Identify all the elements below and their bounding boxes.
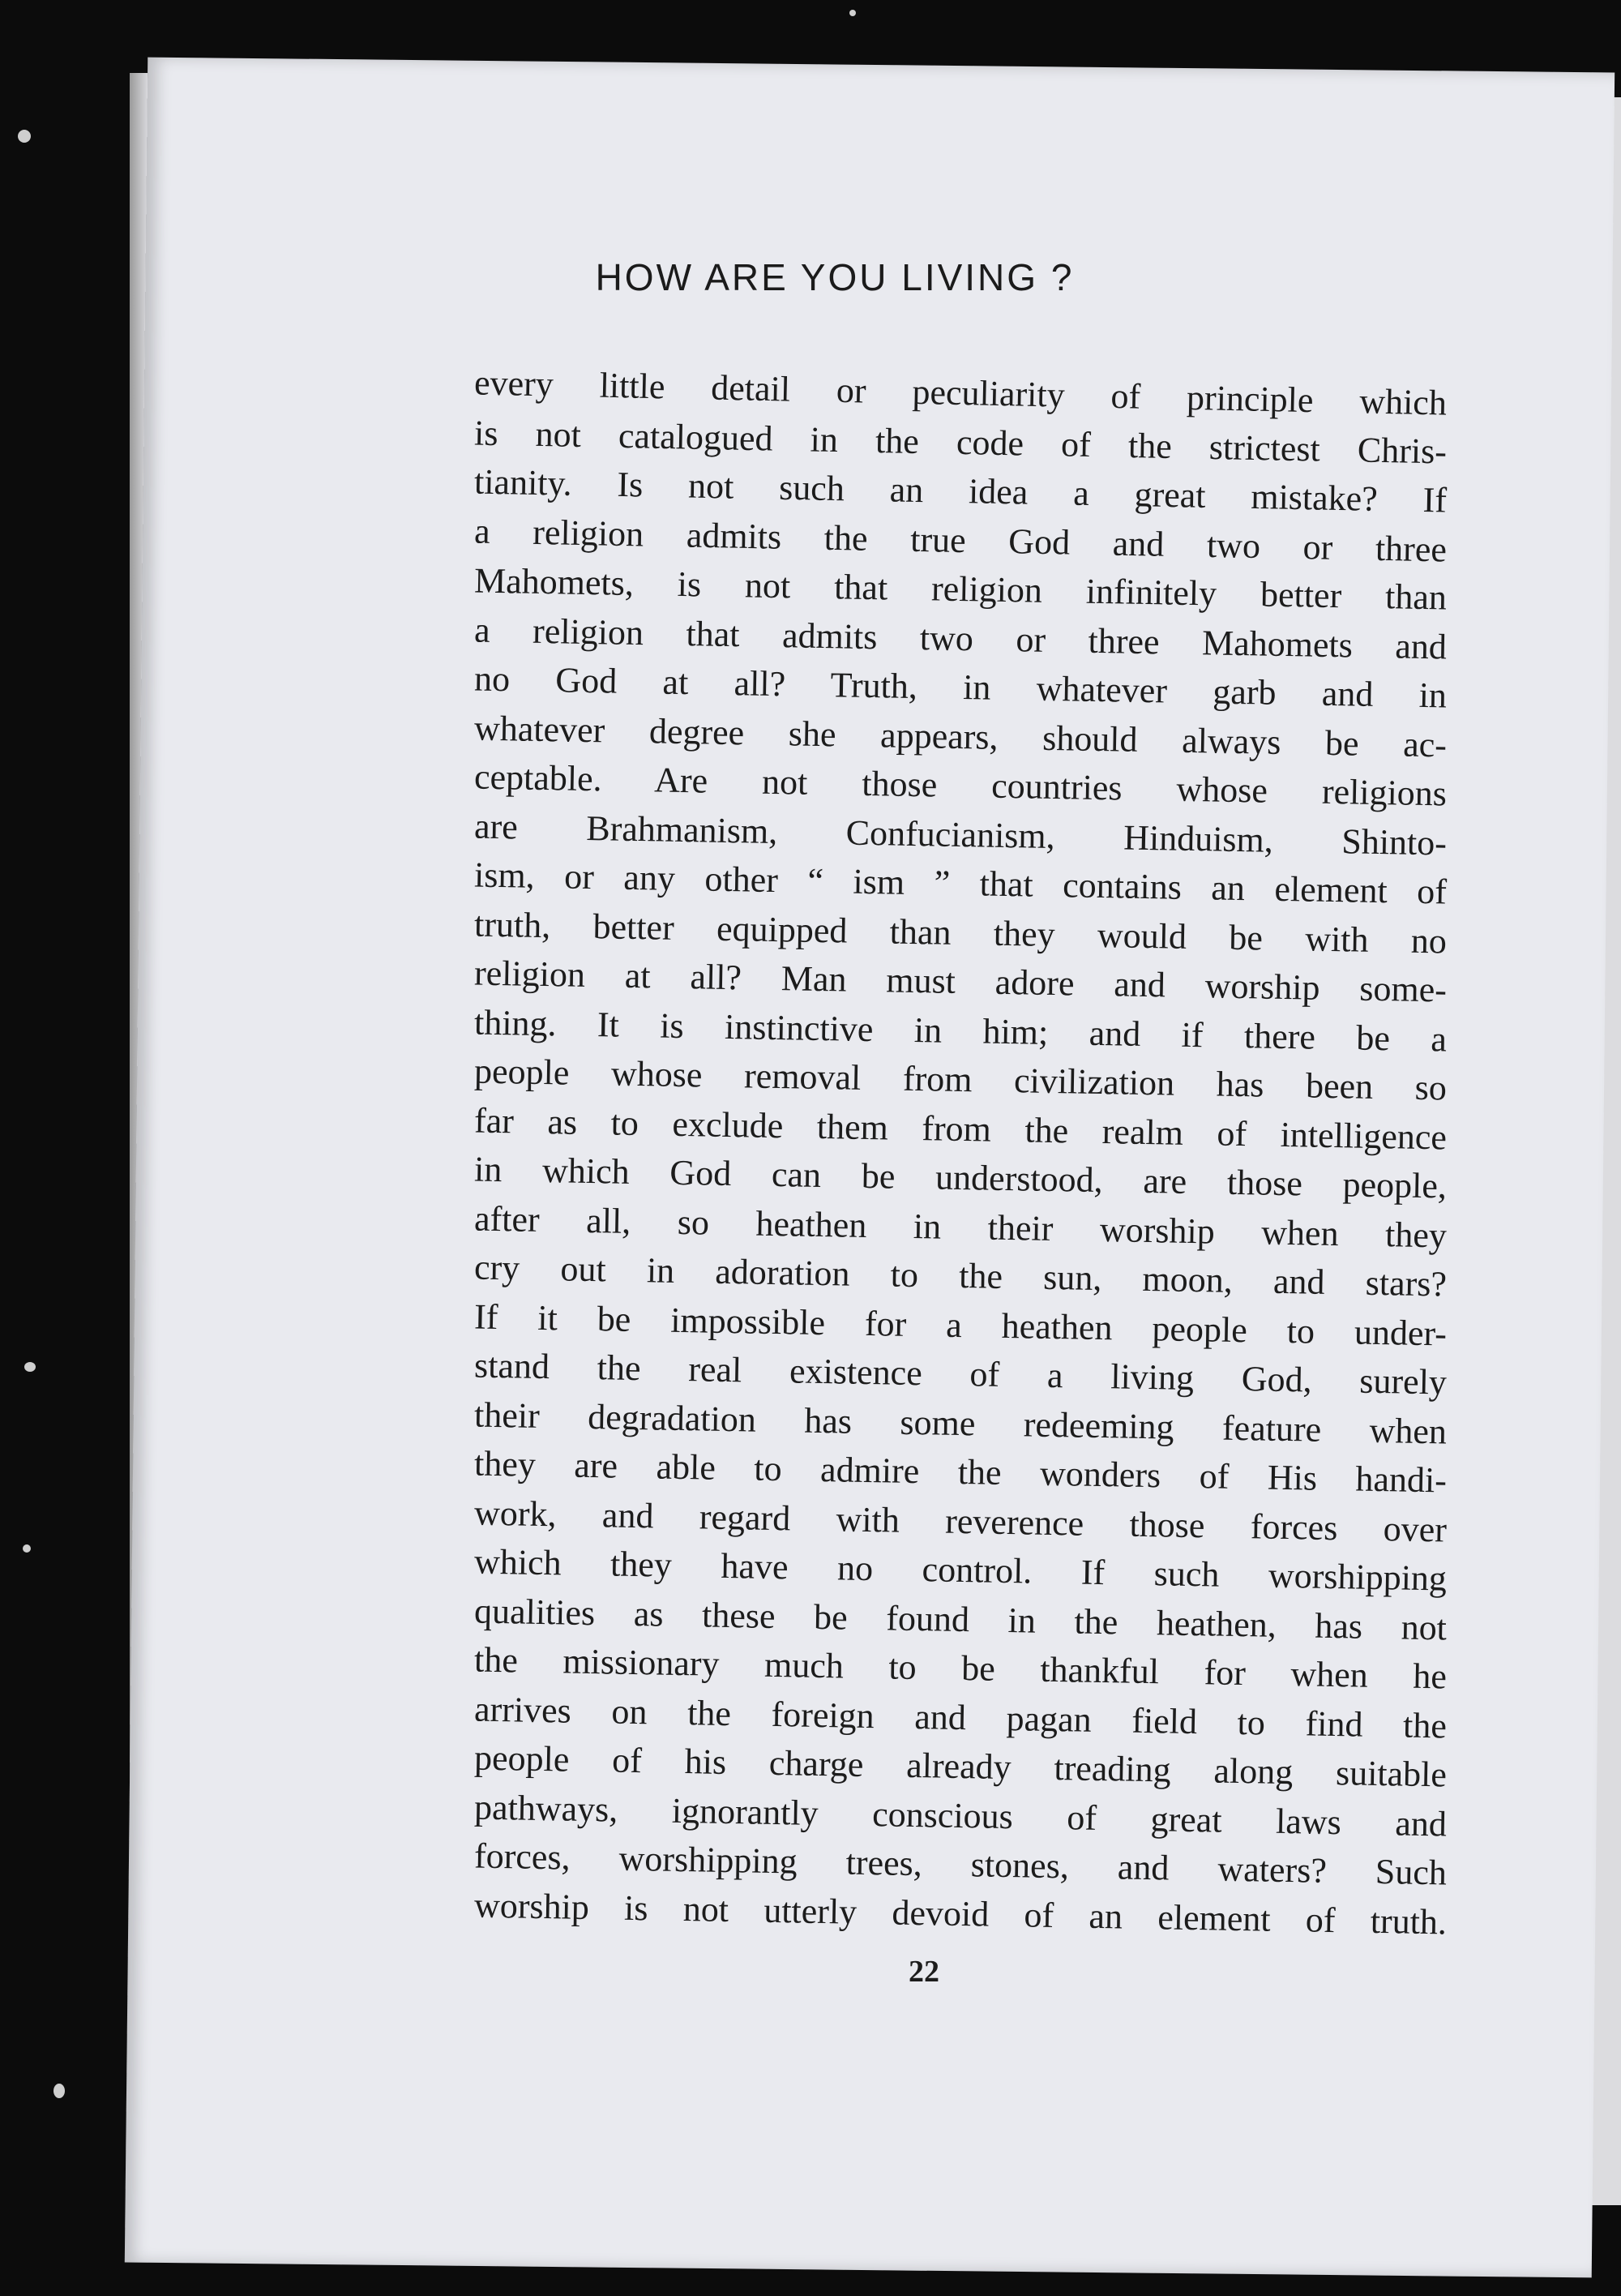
- text-line: are Brahmanism, Confucianism, Hinduism, Shinto-: [473, 806, 1448, 863]
- text-line: tianity. Is not such an idea a great mistake? If: [473, 461, 1448, 520]
- text-line: qualities as these be found in the heathen, has not: [473, 1591, 1448, 1647]
- text-line: which they have no control. If such worshipping: [473, 1541, 1448, 1599]
- text-line: people whose removal from civilization has been so: [473, 1051, 1448, 1108]
- text-line: ceptable. Are not those countries whose religions: [473, 756, 1448, 814]
- text-line: after all, so heathen in their worship when they: [473, 1198, 1448, 1255]
- dust-speck: [53, 2084, 65, 2098]
- dust-speck: [24, 1362, 36, 1372]
- text-line: is not catalogued in the code of the strictest Chris-: [473, 412, 1448, 472]
- text-line: cry out in adoration to the sun, moon, and stars?: [473, 1247, 1448, 1304]
- text-line: a religion that admits two or three Mahomets and: [473, 610, 1448, 666]
- text-line: arrives on the foreign and pagan field to find the: [473, 1689, 1448, 1746]
- text-line: Mahomets, is not that religion infinitely better than: [473, 560, 1448, 618]
- dust-speck: [849, 10, 856, 16]
- text-line: ism, or any other “ ism ” that contains an element of: [473, 855, 1448, 912]
- running-head: HOW ARE YOU LIVING ?: [595, 256, 1075, 298]
- text-line: thing. It is instinctive in him; and if there be a: [473, 1002, 1448, 1059]
- text-line: If it be impossible for a heathen people to under-: [473, 1296, 1448, 1353]
- text-line: the missionary much to be thankful for when he: [473, 1639, 1448, 1697]
- text-line: truth, better equipped than they would be with no: [473, 904, 1448, 961]
- text-line: in which God can be understood, are those people,: [473, 1149, 1448, 1206]
- text-line: work, and regard with reverence those forces over: [473, 1493, 1448, 1549]
- text-line: whatever degree she appears, should always be ac-: [473, 708, 1448, 765]
- dust-speck: [18, 130, 31, 143]
- text-line: a religion admits the true God and two or three: [473, 510, 1448, 570]
- text-line: pathways, ignorantly conscious of great laws and: [473, 1787, 1448, 1844]
- dust-speck: [23, 1544, 31, 1553]
- text-line: they are able to admire the wonders of His handi-: [473, 1443, 1448, 1501]
- text-line: their degradation has some redeeming feature when: [473, 1394, 1448, 1451]
- text-line: religion at all? Man must adore and worship some-: [473, 953, 1448, 1010]
- text-line: forces, worshipping trees, stones, and waters? Such: [473, 1836, 1448, 1893]
- text-line: people of his charge already treading along suitable: [473, 1737, 1448, 1795]
- text-line: worship is not utterly devoid of an element of truth.: [473, 1885, 1448, 1942]
- page-number: 22: [909, 1955, 939, 1989]
- text-line: stand the real existence of a living God, surely: [473, 1345, 1448, 1403]
- body-text: [473, 362, 1448, 1942]
- text-line: no God at all? Truth, in whatever garb and in: [473, 658, 1448, 716]
- text-line: far as to exclude them from the realm of intelligence: [473, 1100, 1448, 1157]
- text-line: every little detail or peculiarity of principle which: [473, 362, 1448, 423]
